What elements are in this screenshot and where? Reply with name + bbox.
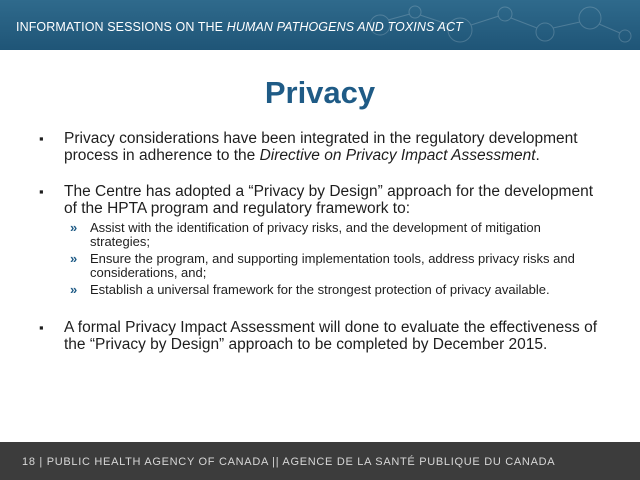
sub-item xyxy=(37,221,597,249)
header-prefix: INFORMATION SESSIONS ON THE xyxy=(16,20,227,34)
square-bullet-icon: ▪ xyxy=(39,320,44,335)
sub-item xyxy=(37,252,597,280)
bullet-item xyxy=(37,183,597,217)
sub-item xyxy=(37,283,597,297)
agency-name: | PUBLIC HEALTH AGENCY OF CANADA || AGENCE DE LA SANTÉ PUBLIQUE DU CANADA xyxy=(35,456,556,468)
header-act-name: HUMAN PATHOGENS AND TOXINS ACT xyxy=(226,20,463,34)
bullet-text: A formal Privacy Impact Assessment will done to evaluate the effectiveness of the “Privacy by Design” approach to be completed by December 2015. xyxy=(64,319,598,353)
chevron-right-icon: » xyxy=(70,220,78,235)
header-banner xyxy=(0,0,640,50)
sub-list xyxy=(37,221,597,297)
footer-text xyxy=(22,456,555,468)
sub-item-text: Establish a universal framework for the strongest protection of privacy available. xyxy=(90,282,550,297)
chevron-right-icon: » xyxy=(70,282,78,297)
sub-item-text: Ensure the program, and supporting implementation tools, address privacy risks and considerations, and; xyxy=(90,251,575,280)
slide-content xyxy=(37,130,597,353)
square-bullet-icon: ▪ xyxy=(39,184,44,199)
bullet-item xyxy=(37,319,597,353)
chevron-right-icon: » xyxy=(70,251,78,266)
bullet-suffix: . xyxy=(535,147,540,164)
header-title xyxy=(16,20,463,34)
bullet-item xyxy=(37,130,597,164)
bullet-text: The Centre has adopted a “Privacy by Design” approach for the development of the HPTA program and regulatory framework to: xyxy=(64,183,594,217)
page-number: 18 xyxy=(22,456,36,468)
bullet-text: Privacy considerations have been integrated in the regulatory development process in adherence to the xyxy=(64,130,578,164)
sub-item-text: Assist with the identification of privacy risks, and the development of mitigation strategies; xyxy=(90,220,541,249)
square-bullet-icon: ▪ xyxy=(39,131,44,146)
bullet-emphasis: Directive on Privacy Impact Assessment xyxy=(259,147,536,164)
slide-title: Privacy xyxy=(264,75,376,110)
footer-bar xyxy=(0,442,640,480)
